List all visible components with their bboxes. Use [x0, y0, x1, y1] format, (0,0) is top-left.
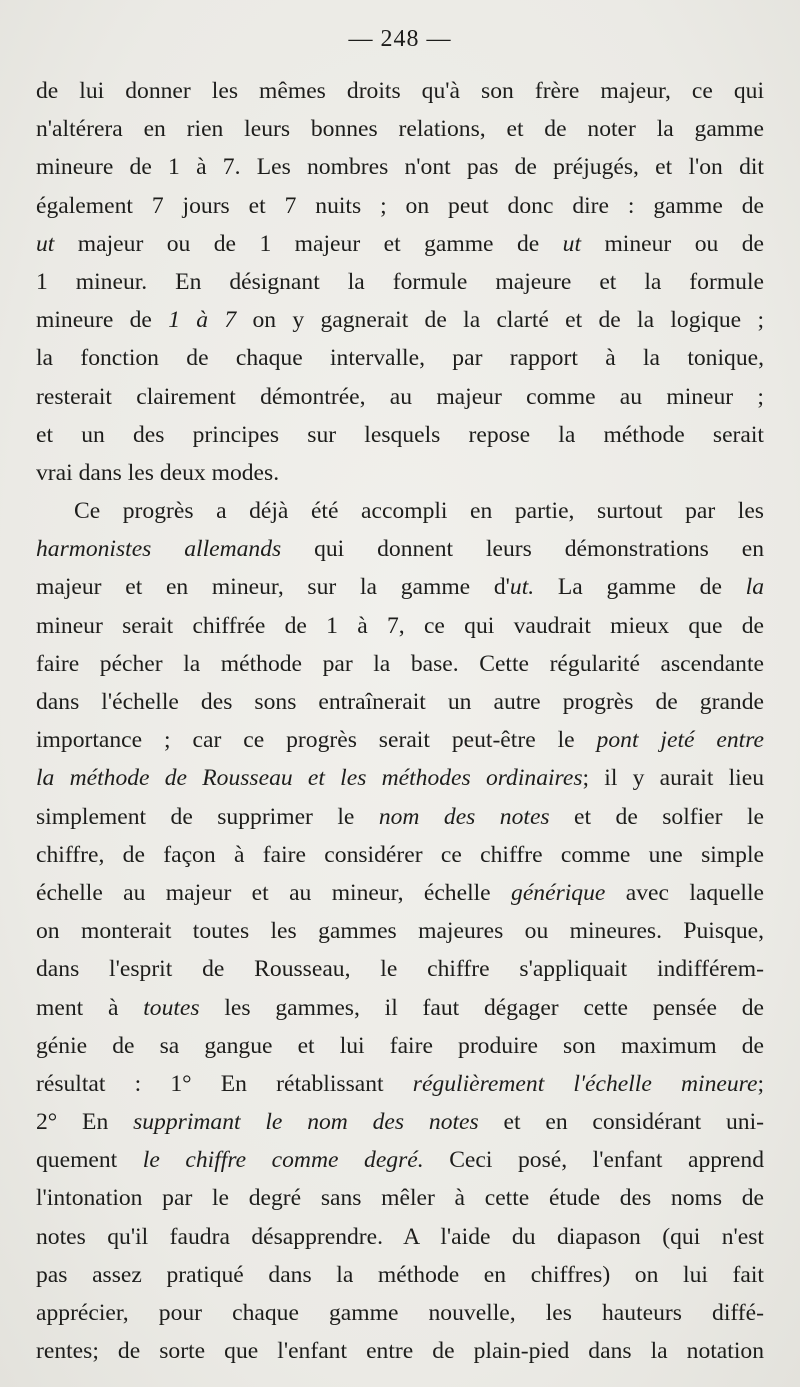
text-line [36, 1103, 764, 1141]
italic-text-segment: la méthode de Rousseau et les méthodes ordinaires [36, 765, 583, 792]
text-line [36, 1294, 764, 1332]
italic-text-segment: nom des notes [378, 803, 550, 830]
text-line [36, 530, 764, 568]
text-segment: les gammes, il faut dégager cette pensée de [199, 994, 764, 1021]
text-segment: notes qu'il faudra désapprendre. A l'aide du diapason (qui n'est [36, 1223, 764, 1250]
text-segment: Ceci posé, l'enfant apprend [423, 1147, 764, 1174]
italic-text-segment: toutes [143, 994, 200, 1021]
text-line [36, 454, 764, 492]
text-line [36, 1179, 764, 1217]
text-segment: chiffre, de façon à faire considérer ce chiffre comme une simple [36, 841, 764, 868]
text-segment: de lui donner les mêmes droits qu'à son frère majeur, ce qui [36, 78, 764, 104]
text-segment: dans l'esprit de Rousseau, le chiffre s'appliquait indifférem- [36, 956, 764, 983]
italic-text-segment: régulièrement l'échelle mineure [412, 1070, 758, 1097]
page-number: — 248 — [348, 26, 452, 52]
text-line [36, 683, 764, 721]
text-line [36, 416, 764, 454]
text-segment: avec laquelle [605, 879, 765, 906]
text-segment: on y gagnerait de la clarté et de la logique ; [236, 307, 765, 334]
text-segment: et un des principes sur lesquels repose la méthode serait [36, 421, 764, 448]
text-line [36, 645, 764, 683]
text-line [36, 798, 764, 836]
text-line [36, 1065, 764, 1103]
text-line [36, 912, 764, 950]
text-line [36, 378, 764, 416]
text-line [36, 301, 764, 339]
text-line [36, 148, 764, 186]
text-line [36, 836, 764, 874]
text-line [36, 721, 764, 759]
text-segment: apprécier, pour chaque gamme nouvelle, les hauteurs diffé- [36, 1300, 764, 1326]
text-segment: n'altérera en rien leurs bonnes relations, et de noter la gamme [36, 116, 764, 143]
text-segment: ; [757, 1070, 764, 1097]
text-line [36, 1027, 764, 1065]
italic-text-segment: ut [562, 230, 582, 257]
text-segment: Ce progrès a déjà été accompli en partie, surtout par les [74, 498, 764, 525]
text-line [36, 187, 764, 225]
text-segment: resterait clairement démontrée, au majeur comme au mineur ; [36, 383, 764, 410]
text-segment: échelle au majeur et au mineur, échelle [36, 879, 512, 906]
text-line [36, 759, 764, 797]
text-segment: simplement de supprimer le [36, 803, 379, 830]
italic-text-segment: le chiffre comme degré. [142, 1147, 424, 1174]
text-segment: et en considérant uni- [478, 1109, 764, 1136]
text-line [36, 1218, 764, 1256]
text-line [36, 989, 764, 1027]
italic-text-segment: la [745, 574, 764, 601]
text-line [36, 339, 764, 377]
text-segment: pas assez pratiqué dans la méthode en chiffres) on lui fait [36, 1261, 764, 1288]
text-segment: majeur ou de 1 majeur et gamme de [54, 230, 563, 257]
text-segment: La gamme de [534, 574, 746, 601]
text-segment: l'intonation par le degré sans mêler à cette étude des noms de [36, 1185, 764, 1212]
italic-text-segment: ut. [509, 574, 535, 601]
italic-text-segment: pont jeté entre [596, 727, 764, 754]
text-line [36, 492, 764, 530]
body-text [36, 72, 764, 1370]
text-segment: qui donnent leurs démonstrations en [281, 536, 764, 563]
text-line [36, 263, 764, 301]
text-line [36, 568, 764, 606]
italic-text-segment: harmonistes allemands [36, 536, 282, 563]
text-segment: faire pécher la méthode par la base. Cette régularité ascendante [36, 650, 764, 677]
text-line [36, 225, 764, 263]
text-segment: la fonction de chaque intervalle, par rapport à la tonique, [36, 345, 764, 372]
text-segment: et de solfier le [549, 803, 764, 830]
text-segment: également 7 jours et 7 nuits ; on peut donc dire : gamme de [36, 192, 764, 219]
text-segment: importance ; car ce progrès serait peut-être le [36, 727, 597, 754]
text-segment: rentes; de sorte que l'enfant entre de plain-pied dans la notation [36, 1338, 764, 1365]
text-segment: vrai dans les deux modes. [36, 459, 280, 486]
italic-text-segment: générique [511, 879, 606, 906]
text-segment: majeur et en mineur, sur la gamme d' [36, 574, 510, 601]
text-line [36, 1332, 764, 1370]
text-segment: 1 mineur. En désignant la formule majeure et la formule [36, 268, 764, 295]
text-segment: quement [36, 1147, 143, 1174]
text-line [36, 874, 764, 912]
text-line [36, 1256, 764, 1294]
text-segment: mineur serait chiffrée de 1 à 7, ce qui vaudrait mieux que de [36, 612, 764, 639]
text-line [36, 110, 764, 148]
italic-text-segment: supprimant le nom des notes [133, 1109, 479, 1136]
text-line [36, 72, 764, 110]
italic-text-segment: ut [36, 230, 55, 257]
italic-text-segment: 1 à 7 [168, 307, 237, 334]
text-segment: mineur ou de [581, 230, 765, 257]
text-segment: génie de sa gangue et lui faire produire son maximum de [36, 1032, 764, 1059]
text-segment: ; il y aurait lieu [582, 765, 764, 792]
text-segment: ment à [36, 994, 144, 1021]
text-segment: dans l'échelle des sons entraînerait un autre progrès de grande [36, 689, 764, 715]
text-segment: résultat : 1° En rétablissant [36, 1070, 413, 1097]
text-segment: on monterait toutes les gammes majeures ou mineures. Puisque, [36, 918, 764, 945]
text-segment: 2° En [36, 1109, 134, 1136]
text-line [36, 607, 764, 645]
text-segment: mineure de [36, 307, 169, 334]
text-line [36, 1141, 764, 1179]
text-segment: mineure de 1 à 7. Les nombres n'ont pas de préjugés, et l'on dit [36, 154, 764, 181]
text-line [36, 950, 764, 988]
